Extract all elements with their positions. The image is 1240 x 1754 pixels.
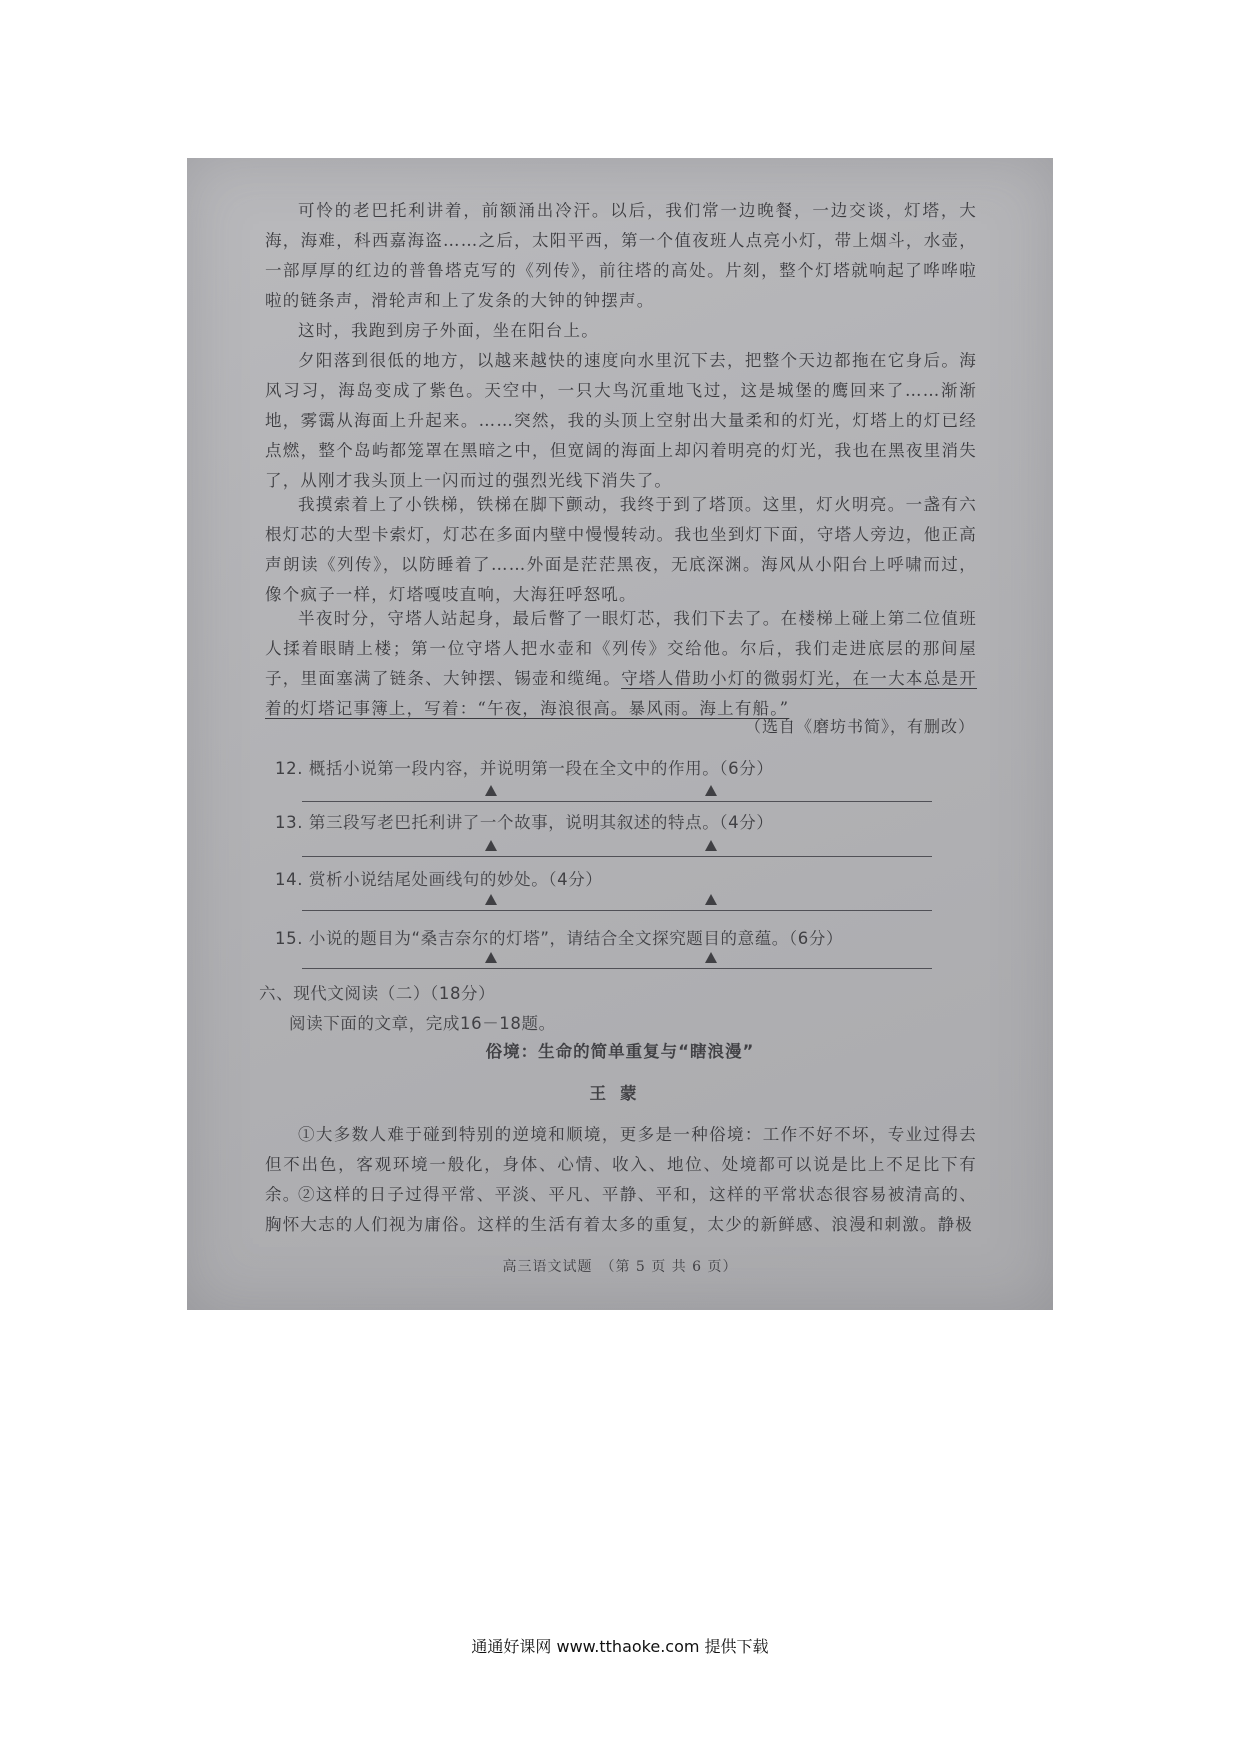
answer-line-15[interactable] bbox=[302, 968, 932, 969]
answer-marker-icon bbox=[485, 785, 497, 796]
download-watermark: 通通好课网 www.tthaoke.com 提供下载 bbox=[471, 1637, 769, 1656]
article-paragraph-2: ②这样的日子过得平常、平淡、平凡、平静、平和，这样的平常状态很容易被清高的、胸怀大志的人们视为庸俗。这样的生活有着太多的重复，太少的新鲜感、浪漫和刺激。静极 bbox=[265, 1185, 977, 1234]
question-15 bbox=[275, 925, 843, 949]
page-footer: 高三语文试题 （第 5 页 共 6 页） bbox=[502, 1259, 738, 1275]
section-instruction: 阅读下面的文章，完成16－18题。 bbox=[289, 1014, 556, 1033]
answer-marker-icon bbox=[485, 840, 497, 851]
underlined-sentence: 守塔人借助小灯的微弱灯光，在一大本总是开着的灯塔记事簿上，写着：“午夜，海浪很高。暴风雨。海上有船。” bbox=[265, 669, 978, 718]
question-text: 概括小说第一段内容，并说明第一段在全文中的作用。（6分） bbox=[308, 759, 774, 778]
answer-line-12[interactable] bbox=[302, 801, 932, 802]
question-number: 13. bbox=[275, 813, 304, 832]
answer-marker-icon bbox=[705, 952, 717, 963]
story-paragraph-2: 这时，我跑到房子外面，坐在阳台上。 bbox=[298, 321, 599, 340]
article-title: 俗境：生命的简单重复与“瞎浪漫” bbox=[485, 1042, 755, 1061]
question-number: 14. bbox=[275, 870, 304, 889]
answer-marker-icon bbox=[485, 894, 497, 905]
answer-line-14[interactable] bbox=[302, 910, 932, 911]
answer-marker-icon bbox=[705, 840, 717, 851]
question-text: 小说的题目为“桑吉奈尔的灯塔”，请结合全文探究题目的意蕴。（6分） bbox=[308, 929, 844, 948]
story-paragraph-4: 我摸索着上了小铁梯，铁梯在脚下颤动，我终于到了塔顶。这里，灯火明亮。一盏有六根灯芯的大型卡索灯，灯芯在多面内壁中慢慢转动。我也坐到灯下面，守塔人旁边，他正高声朗读《列传》，以防睡着了……外面是茫茫黑夜，无底深渊。海风从小阳台上呼啸而过，像个疯子一样，灯塔嘎吱直响，大海狂呼怒吼。 bbox=[265, 495, 977, 604]
question-14 bbox=[275, 866, 602, 890]
section-heading: 六、现代文阅读（二）（18分） bbox=[259, 984, 496, 1003]
question-text: 第三段写老巴托利讲了一个故事，说明其叙述的特点。（4分） bbox=[308, 813, 774, 832]
answer-marker-icon bbox=[705, 785, 717, 796]
exam-page-photo bbox=[187, 158, 1053, 1310]
story-paragraph-1: 可怜的老巴托利讲着，前额涌出冷汗。以后，我们常一边晚餐，一边交谈，灯塔，大海，海难，科西嘉海盗……之后，太阳平西，第一个值夜班人点亮小灯，带上烟斗，水壶，一部厚厚的红边的普鲁塔克写的《列传》，前往塔的高处。片刻，整个灯塔就响起了哗哗啦啦的链条声，滑轮声和上了发条的大钟的钟摆声。 bbox=[265, 201, 977, 310]
question-12 bbox=[275, 755, 773, 779]
answer-marker-icon bbox=[485, 952, 497, 963]
article-paragraph-1: ①大多数人难于碰到特别的逆境和顺境，更多是一种俗境：工作不好不坏，专业过得去但不出色，客观环境一般化，身体、心情、收入、地位、处境都可以说是比上不足比下有余。 bbox=[265, 1125, 977, 1204]
article-author: 王蒙 bbox=[589, 1084, 651, 1103]
question-number: 12. bbox=[275, 759, 304, 778]
question-text: 赏析小说结尾处画线句的妙处。（4分） bbox=[308, 870, 603, 889]
story-source: （选自《磨坊书简》，有删改） bbox=[744, 717, 975, 736]
story-paragraph-3: 夕阳落到很低的地方，以越来越快的速度向水里沉下去，把整个天边都拖在它身后。海风习习，海岛变成了紫色。天空中，一只大鸟沉重地飞过，这是城堡的鹰回来了……渐渐地，雾霭从海面上升起来。……突然，我的头顶上空射出大量柔和的灯光，灯塔上的灯已经点燃，整个岛屿都笼罩在黑暗之中，但宽阔的海面上却闪着明亮的灯光，我也在黑夜里消失了，从刚才我头顶上一闪而过的强烈光线下消失了。 bbox=[265, 351, 977, 490]
question-13 bbox=[275, 809, 773, 833]
answer-marker-icon bbox=[705, 894, 717, 905]
story-paragraph-5-text: 半夜时分，守塔人站起身，最后瞥了一眼灯芯，我们下去了。在楼梯上碰上第二位值班人揉着眼睛上楼；第一位守塔人把水壶和《列传》交给他。尔后，我们走进底层的那间屋子，里面塞满了链条、大钟摆、锡壶和缆绳。 bbox=[265, 609, 977, 688]
answer-line-13[interactable] bbox=[302, 856, 932, 857]
story-paragraph-5 bbox=[265, 604, 977, 724]
question-number: 15. bbox=[275, 929, 304, 948]
